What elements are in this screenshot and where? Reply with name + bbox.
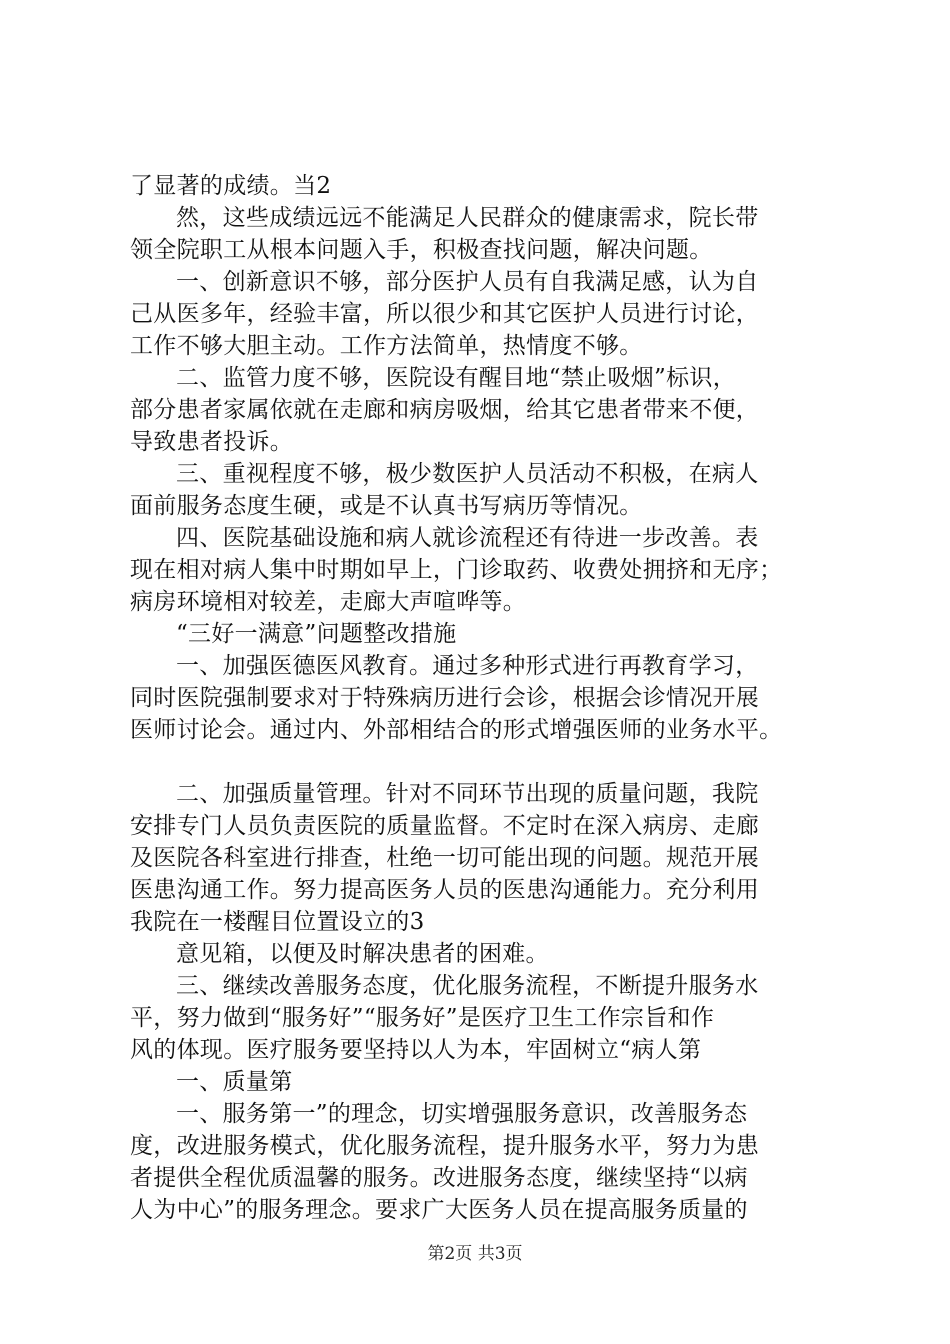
document-body (130, 170, 830, 1226)
text-line: 一、质量第 (176, 1069, 293, 1095)
text-line: 医患沟通工作。努力提高医务人员的医患沟通能力。充分利用 (130, 877, 760, 903)
text-line: 现在相对病人集中时期如早上，门诊取药、收费处拥挤和无序； (130, 557, 783, 583)
text-line: 意见箱，以便及时解决患者的困难。 (176, 941, 549, 967)
text-line: 工作不够大胆主动。工作方法简单，热情度不够。 (130, 333, 643, 359)
text-line: 度，改进服务模式，优化服务流程，提升服务水平，努力为患 (130, 1133, 760, 1159)
text-line: 风的体现。医疗服务要坚持以人为本，牢固树立“病人第 (130, 1037, 702, 1063)
text-line: 医师讨论会。通过内、外部相结合的形式增强医师的业务水平。 (130, 717, 783, 743)
text-line: 三、继续改善服务态度，优化服务流程，不断提升服务水 (176, 973, 759, 999)
text-line: 一、服务第一”的理念，切实增强服务意识，改善服务态 (176, 1101, 748, 1127)
text-line: 同时医院强制要求对于特殊病历进行会诊，根据会诊情况开展 (130, 685, 760, 711)
text-line: 面前服务态度生硬，或是不认真书写病历等情况。 (130, 493, 643, 519)
text-line: 人为中心”的服务理念。要求广大医务人员在提高服务质量的 (130, 1197, 748, 1223)
text-line: 安排专门人员负责医院的质量监督。不定时在深入病房、走廊 (130, 813, 760, 839)
text-line: 了显著的成绩。当2 (130, 173, 332, 199)
text-line: 四、医院基础设施和病人就诊流程还有待进一步改善。表 (176, 525, 759, 551)
text-line: 一、加强医德医风教育。通过多种形式进行再教育学习， (176, 653, 759, 679)
text-line: 我院在一楼醒目位置设立的3 (130, 909, 425, 935)
text-line: 二、监管力度不够，医院设有醒目地“禁止吸烟”标识， (176, 365, 737, 391)
text-line: 一、创新意识不够，部分医护人员有自我满足感，认为自 (176, 269, 759, 295)
text-line: 病房环境相对较差，走廊大声喧哗等。 (130, 589, 527, 615)
blank-line (130, 746, 830, 778)
text-line: 部分患者家属依就在走廊和病房吸烟，给其它患者带来不便， (130, 397, 760, 423)
text-line: 及医院各科室进行排查，杜绝一切可能出现的问题。规范开展 (130, 845, 760, 871)
text-line: 领全院职工从根本问题入手，积极查找问题，解决问题。 (130, 237, 713, 263)
text-line: 者提供全程优质温馨的服务。改进服务态度，继续坚持“以病 (130, 1165, 748, 1191)
page-footer: 第2页 共3页 (427, 1244, 523, 1264)
text-line: 然，这些成绩远远不能满足人民群众的健康需求，院长带 (176, 205, 759, 231)
section-heading: “三好一满意”问题整改措施 (176, 621, 457, 647)
text-line: 三、重视程度不够，极少数医护人员活动不积极，在病人 (176, 461, 759, 487)
text-line: 己从医多年，经验丰富，所以很少和其它医护人员进行讨论， (130, 301, 760, 327)
text-line: 二、加强质量管理。针对不同环节出现的质量问题，我院 (176, 781, 759, 807)
text-line: 平，努力做到“服务好”“服务好”是医疗卫生工作宗旨和作 (130, 1005, 715, 1031)
text-line: 导致患者投诉。 (130, 429, 294, 455)
